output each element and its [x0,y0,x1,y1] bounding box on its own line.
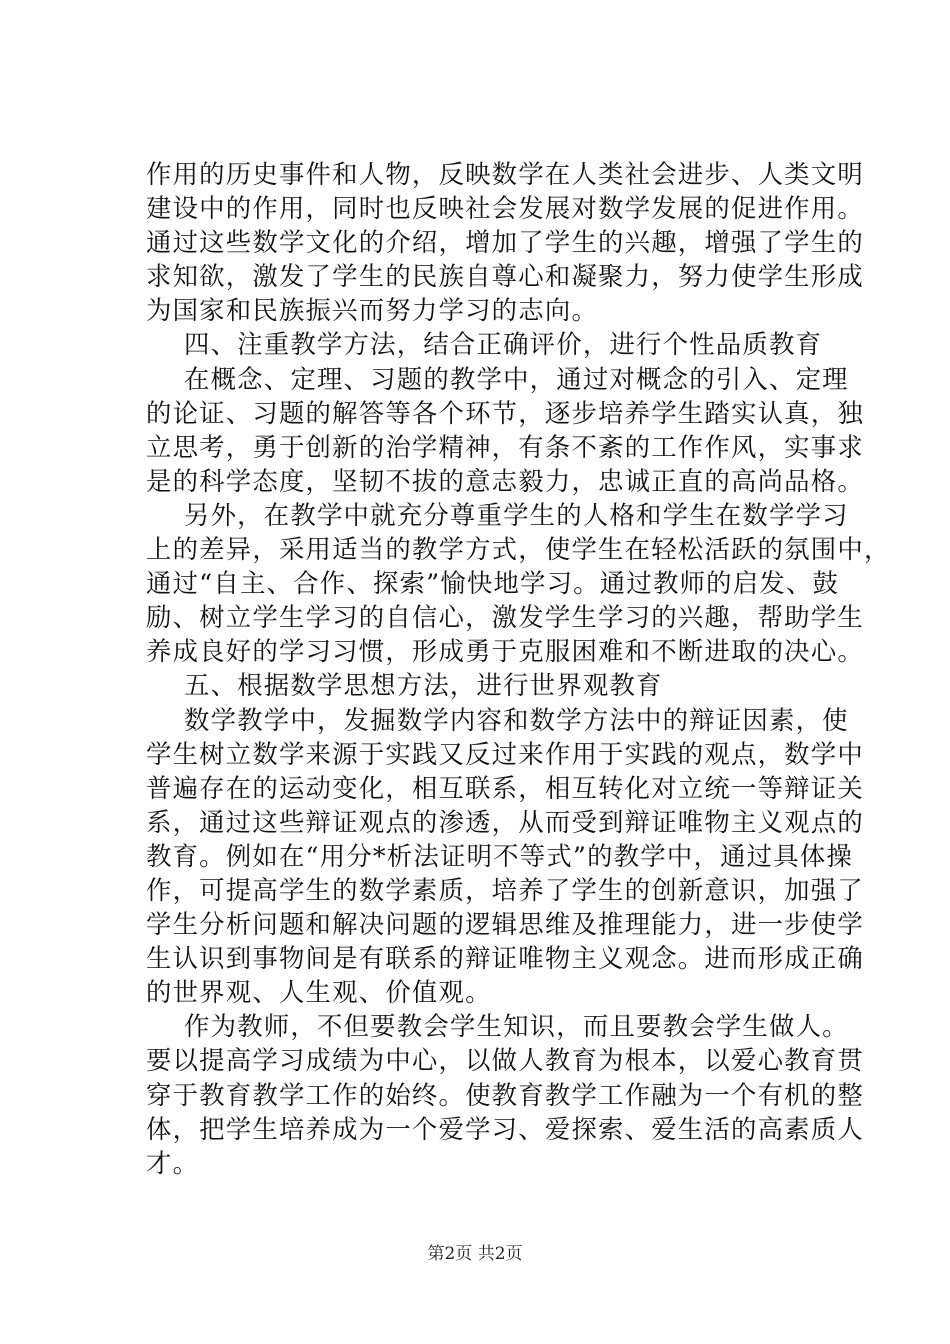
text-line: 体，把学生培养成为一个爱学习、爱探索、爱生活的高素质人 [146,1113,864,1144]
page-footer [0,1244,950,1264]
text-line: 养成良好的学习习惯，形成勇于克服困难和不断进取的决心。 [146,636,864,667]
text-line: 的论证、习题的解答等各个环节，逐步培养学生踏实认真，独 [146,397,864,428]
text-line: 学生分析问题和解决问题的逻辑思维及推理能力，进一步使学 [146,909,864,940]
text-line: 穿于教育教学工作的始终。使教育教学工作融为一个有机的整 [146,1079,864,1110]
text-line: 作，可提高学生的数学素质，培养了学生的创新意识，加强了 [146,874,864,905]
text-line: 建设中的作用，同时也反映社会发展对数学发展的促进作用。 [146,193,864,224]
text-line: 在概念、定理、习题的教学中，通过对概念的引入、定理 [184,363,849,394]
text-line: 学生树立数学来源于实践又反过来作用于实践的观点，数学中 [146,738,864,769]
text-line: 为国家和民族振兴而努力学习的志向。 [146,295,599,326]
document-body [146,157,891,1180]
text-line: 作用的历史事件和人物，反映数学在人类社会进步、人类文明 [146,159,864,189]
text-line: 系，通过这些辩证观点的渗透，从而受到辩证唯物主义观点的 [146,806,864,837]
text-line: 数学教学中，发掘数学内容和数学方法中的辩证因素，使 [184,704,849,735]
text-line: 的世界观、人生观、价值观。 [146,977,492,1008]
text-line: 教育。例如在“用分*析法证明不等式”的教学中，通过具体操 [146,840,854,871]
page-number-label: 第2页 共2页 [427,1244,523,1264]
text-line: 另外，在教学中就充分尊重学生的人格和学生在数学学习 [184,499,849,530]
text-line: 是的科学态度，坚韧不拔的意志毅力，忠诚正直的高尚品格。 [146,465,864,496]
text-line: 生认识到事物间是有联系的辩证唯物主义观念。进而形成正确 [146,943,864,974]
text-line: 才。 [146,1147,200,1178]
text-line: 上的差异，采用适当的教学方式，使学生在轻松活跃的氛围中， [146,534,891,565]
text-line: 通过“自主、合作、探索”愉快地学习。通过教师的启发、鼓 [146,568,840,599]
text-line: 作为教师，不但要教会学生知识，而且要教会学生做人。 [184,1011,849,1042]
text-line: 通过这些数学文化的介绍，增加了学生的兴趣，增强了学生的 [146,227,864,258]
text-line: 求知欲，激发了学生的民族自尊心和凝聚力，努力使学生形成 [146,261,864,292]
section-heading: 四、注重教学方法，结合正确评价，进行个性品质教育 [184,329,823,360]
text-line: 要以提高学习成绩为中心，以做人教育为根本，以爱心教育贯 [146,1045,864,1076]
text-line: 励、树立学生学习的自信心，激发学生学习的兴趣，帮助学生 [146,602,864,633]
text-line: 立思考，勇于创新的治学精神，有条不紊的工作作风，实事求 [146,431,864,462]
text-line: 普遍存在的运动变化，相互联系，相互转化对立统一等辩证关 [146,772,864,803]
section-heading: 五、根据数学思想方法，进行世界观教育 [184,670,663,701]
